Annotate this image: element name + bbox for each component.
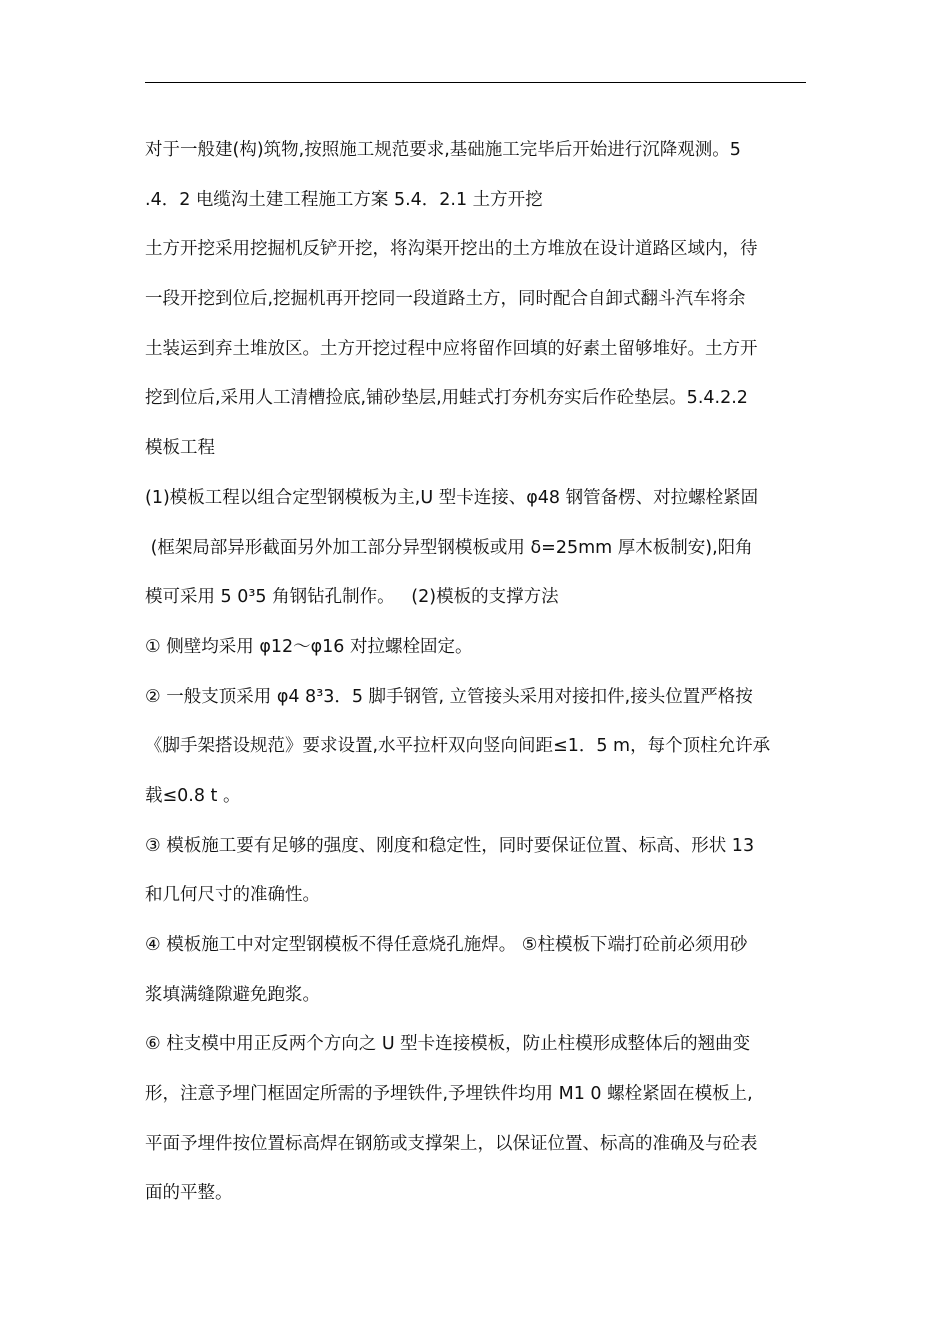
text-line: 面的平整。 <box>145 1183 233 1204</box>
section-heading: 模板工程 <box>145 438 215 459</box>
text-line: 一段开挖到位后,挖掘机再开挖同一段道路土方，同时配合自卸式翻斗汽车将余 <box>145 289 746 310</box>
list-item: ① 侧壁均采用 φ12～φ16 对拉螺栓固定。 <box>145 636 473 657</box>
list-item: ② 一般支顶采用 φ4 8³3．5 脚手钢管, 立管接头采用对接扣件,接头位置严格按 <box>145 686 753 707</box>
list-item: ⑥ 柱支模中用正反两个方向之 U 型卡连接模板，防止柱模形成整体后的翘曲变 <box>145 1034 751 1055</box>
text-line: 模可采用 5 0³5 角钢钻孔制作。 (2)模板的支撑方法 <box>145 587 559 608</box>
text-line: (1)模板工程以组合定型钢模板为主,U 型卡连接、φ48 钢管备楞、对拉螺栓紧固 <box>145 487 759 508</box>
text-line: 对于一般建(构)筑物,按照施工规范要求,基础施工完毕后开始进行沉降观测。5 <box>145 140 741 160</box>
text-line: 和几何尺寸的准确性。 <box>145 885 320 906</box>
text-line: 挖到位后,采用人工清槽捡底,铺砂垫层,用蛙式打夯机夯实后作砼垫层。5.4.2.2 <box>145 388 748 409</box>
text-line: 浆填满缝隙避免跑浆。 <box>145 984 320 1005</box>
text-line: 土装运到弃土堆放区。土方开挖过程中应将留作回填的好素土留够堆好。土方开 <box>145 338 758 359</box>
text-line: 土方开挖采用挖掘机反铲开挖，将沟渠开挖出的土方堆放在设计道路区域内，待 <box>145 239 758 260</box>
header-rule <box>145 82 806 83</box>
text-line: 平面予埋件按位置标高焊在钢筋或支撑架上，以保证位置、标高的准确及与砼表 <box>145 1133 758 1154</box>
text-line: 载≤0.8 t 。 <box>145 785 241 806</box>
list-item: ④ 模板施工中对定型钢模板不得任意烧孔施焊。 ⑤柱模板下端打砼前必须用砂 <box>145 935 748 955</box>
body-text <box>145 126 807 1219</box>
text-line: 形，注意予埋门框固定所需的予埋铁件,予埋铁件均用 M1 0 螺栓紧固在模板上, <box>145 1084 753 1105</box>
list-item: ③ 模板施工要有足够的强度、刚度和稳定性，同时要保证位置、标高、形状 13 <box>145 835 755 856</box>
text-line: (框架局部异形截面另外加工部分异型钢模板或用 δ=25mm 厚木板制安),阳角 <box>145 537 753 558</box>
text-line: .4．2 电缆沟土建工程施工方案 5.4．2.1 土方开挖 <box>145 189 543 210</box>
text-line: 《脚手架搭设规范》要求设置,水平拉杆双向竖向间距≤1．5 m，每个顶柱允许承 <box>145 736 771 757</box>
